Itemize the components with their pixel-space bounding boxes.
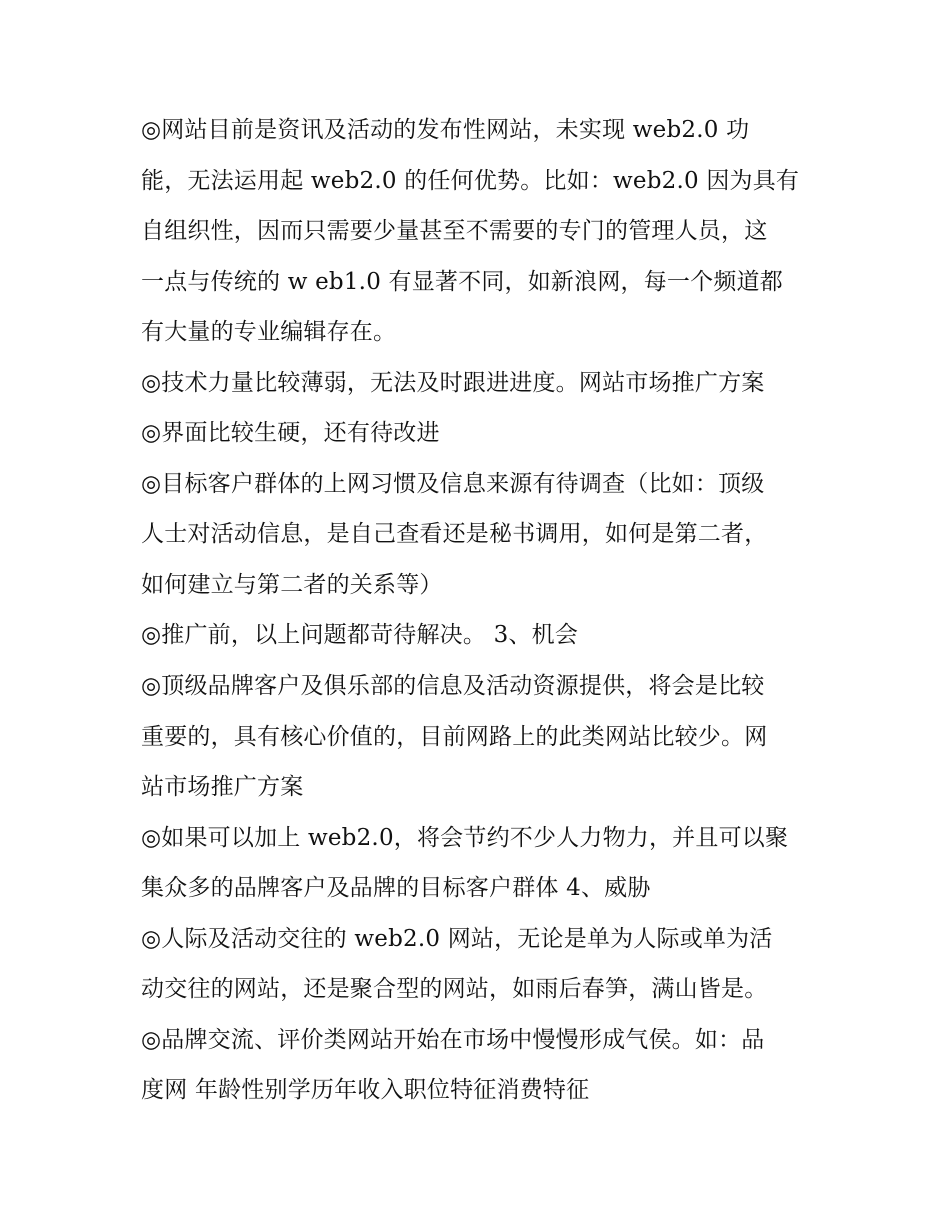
text-line: ◎品牌交流、评价类网站开始在市场中慢慢形成气侯。如：品 [141, 1027, 765, 1053]
text-line: 有大量的专业编辑存在。 [141, 319, 397, 345]
text-line: 人士对活动信息，是自己查看还是秘书调用，如何是第二者， [141, 521, 768, 547]
text-line: 度网 年龄性别学历年收入职位特征消费特征 [141, 1077, 590, 1103]
text-line: ◎技术力量比较薄弱，无法及时跟进进度。网站市场推广方案 [141, 370, 765, 396]
text-line: ◎目标客户群体的上网习惯及信息来源有待调查（比如：顶级 [141, 471, 765, 497]
text-line: ◎顶级品牌客户及俱乐部的信息及活动资源提供，将会是比较 [141, 673, 765, 699]
text-line: 集众多的品牌客户及品牌的目标客户群体 4、威胁 [141, 875, 651, 901]
text-line: 如何建立与第二者的关系等） [141, 572, 443, 598]
text-line: 能，无法运用起 web2.0 的任何优势。比如：web2.0 因为具有 [141, 168, 800, 194]
text-line: 重要的，具有核心价值的，目前网路上的此类网站比较少。网 [141, 724, 768, 750]
text-line: ◎如果可以加上 web2.0，将会节约不少人力物力，并且可以聚 [141, 825, 789, 851]
text-line: ◎网站目前是资讯及活动的发布性网站，未实现 web2.0 功 [141, 117, 750, 143]
text-line: ◎人际及活动交往的 web2.0 网站，无论是单为人际或单为活 [141, 926, 773, 952]
text-line: 一点与传统的 w eb1.0 有显著不同，如新浪网，每一个频道都 [141, 269, 783, 295]
text-line: ◎推广前，以上问题都苛待解决。 3、机会 [141, 622, 579, 648]
text-line: 动交往的网站，还是聚合型的网站，如雨后春笋，满山皆是。 [141, 976, 768, 1002]
text-line: 站市场推广方案 [141, 774, 304, 800]
text-line: 自组织性，因而只需要少量甚至不需要的专门的管理人员，这 [141, 218, 768, 244]
text-line: ◎界面比较生硬，还有待改进 [141, 420, 440, 446]
